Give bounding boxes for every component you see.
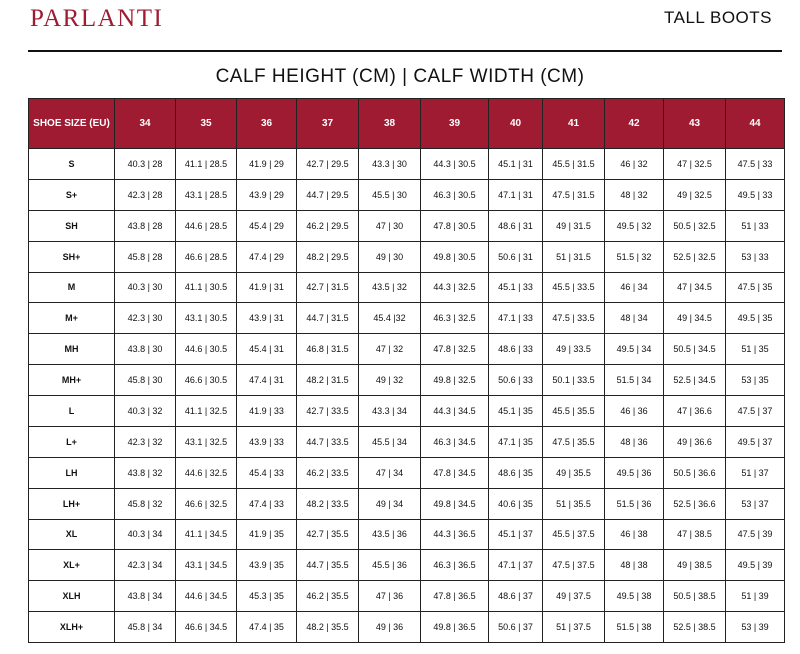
measurement-cell: 44.7 | 35.5: [297, 550, 359, 581]
measurement-cell: 46.6 | 28.5: [176, 241, 237, 272]
measurement-cell: 45.4 | 31: [237, 334, 297, 365]
calf-size-label: S+: [29, 179, 115, 210]
measurement-cell: 48 | 38: [605, 550, 664, 581]
measurement-cell: 41.9 | 35: [237, 519, 297, 550]
measurement-cell: 49.5 | 32: [605, 210, 664, 241]
measurement-cell: 43.3 | 30: [359, 149, 421, 180]
measurement-cell: 46 | 34: [605, 272, 664, 303]
measurement-cell: 49.5 | 39: [726, 550, 785, 581]
measurement-cell: 52.5 | 34.5: [664, 365, 726, 396]
table-row: [29, 519, 785, 550]
measurement-cell: 46.3 | 30.5: [421, 179, 489, 210]
measurement-cell: 46.3 | 36.5: [421, 550, 489, 581]
measurement-cell: 47.5 | 37: [726, 396, 785, 427]
measurement-cell: 49 | 34: [359, 488, 421, 519]
measurement-cell: 43.3 | 34: [359, 396, 421, 427]
measurement-cell: 46.6 | 30.5: [176, 365, 237, 396]
size-column-header: 35: [176, 99, 237, 149]
measurement-cell: 45.5 | 34: [359, 426, 421, 457]
size-column-header: 37: [297, 99, 359, 149]
size-column-header: 40: [489, 99, 543, 149]
measurement-cell: 40.3 | 32: [115, 396, 176, 427]
measurement-cell: 48.6 | 35: [489, 457, 543, 488]
measurement-cell: 40.3 | 34: [115, 519, 176, 550]
measurement-cell: 45.8 | 28: [115, 241, 176, 272]
measurement-cell: 49.8 | 30.5: [421, 241, 489, 272]
measurement-cell: 43.9 | 33: [237, 426, 297, 457]
calf-size-label: L+: [29, 426, 115, 457]
calf-size-label: MH+: [29, 365, 115, 396]
measurement-cell: 42.3 | 28: [115, 179, 176, 210]
measurement-cell: 42.7 | 33.5: [297, 396, 359, 427]
measurement-cell: 44.6 | 32.5: [176, 457, 237, 488]
measurement-cell: 47 | 32: [359, 334, 421, 365]
measurement-cell: 48.6 | 37: [489, 581, 543, 612]
measurement-cell: 49 | 36: [359, 612, 421, 643]
measurement-cell: 45.5 | 36: [359, 550, 421, 581]
table-title: CALF HEIGHT (CM) | CALF WIDTH (CM): [215, 66, 585, 87]
measurement-cell: 43.1 | 30.5: [176, 303, 237, 334]
measurement-cell: 47.8 | 30.5: [421, 210, 489, 241]
table-row: [29, 365, 785, 396]
measurement-cell: 44.3 | 36.5: [421, 519, 489, 550]
measurement-cell: 46.6 | 32.5: [176, 488, 237, 519]
measurement-cell: 46 | 36: [605, 396, 664, 427]
measurement-cell: 42.3 | 30: [115, 303, 176, 334]
measurement-cell: 45.8 | 34: [115, 612, 176, 643]
table-body: [29, 149, 785, 643]
size-column-header: 42: [605, 99, 664, 149]
measurement-cell: 51.5 | 36: [605, 488, 664, 519]
measurement-cell: 47 | 36: [359, 581, 421, 612]
table-row: [29, 396, 785, 427]
measurement-cell: 45.4 |32: [359, 303, 421, 334]
measurement-cell: 41.1 | 28.5: [176, 149, 237, 180]
measurement-cell: 43.8 | 30: [115, 334, 176, 365]
measurement-cell: 49.5 | 38: [605, 581, 664, 612]
measurement-cell: 41.1 | 30.5: [176, 272, 237, 303]
measurement-cell: 52.5 | 38.5: [664, 612, 726, 643]
calf-size-label: XL+: [29, 550, 115, 581]
calf-size-label: XL: [29, 519, 115, 550]
measurement-cell: 40.6 | 35: [489, 488, 543, 519]
measurement-cell: 44.7 | 33.5: [297, 426, 359, 457]
measurement-cell: 51.5 | 38: [605, 612, 664, 643]
measurement-cell: 45.4 | 33: [237, 457, 297, 488]
table-header-row: [29, 99, 785, 149]
measurement-cell: 45.5 | 30: [359, 179, 421, 210]
measurement-cell: 51.5 | 32: [605, 241, 664, 272]
size-column-header: 36: [237, 99, 297, 149]
measurement-cell: 42.7 | 29.5: [297, 149, 359, 180]
calf-size-label: XLH: [29, 581, 115, 612]
calf-size-label: M: [29, 272, 115, 303]
calf-size-label: MH: [29, 334, 115, 365]
measurement-cell: 47.8 | 36.5: [421, 581, 489, 612]
table-row: [29, 241, 785, 272]
measurement-cell: 48.2 | 29.5: [297, 241, 359, 272]
measurement-cell: 53 | 37: [726, 488, 785, 519]
measurement-cell: 47.5 | 33: [726, 149, 785, 180]
measurement-cell: 47.5 | 33.5: [543, 303, 605, 334]
measurement-cell: 47.5 | 37.5: [543, 550, 605, 581]
measurement-cell: 47.8 | 32.5: [421, 334, 489, 365]
measurement-cell: 45.5 | 31.5: [543, 149, 605, 180]
table-row: [29, 581, 785, 612]
document-label: TALL BOOTS: [664, 8, 772, 27]
measurement-cell: 42.7 | 35.5: [297, 519, 359, 550]
measurement-cell: 52.5 | 32.5: [664, 241, 726, 272]
measurement-cell: 47.4 | 33: [237, 488, 297, 519]
table-row: [29, 488, 785, 519]
measurement-cell: 46.6 | 34.5: [176, 612, 237, 643]
measurement-cell: 41.1 | 34.5: [176, 519, 237, 550]
measurement-cell: 49 | 36.6: [664, 426, 726, 457]
measurement-cell: 47.1 | 35: [489, 426, 543, 457]
measurement-cell: 53 | 33: [726, 241, 785, 272]
measurement-cell: 48.2 | 33.5: [297, 488, 359, 519]
measurement-cell: 47 | 36.6: [664, 396, 726, 427]
measurement-cell: 49.8 | 32.5: [421, 365, 489, 396]
measurement-cell: 48 | 36: [605, 426, 664, 457]
measurement-cell: 48.2 | 31.5: [297, 365, 359, 396]
table-row: [29, 179, 785, 210]
measurement-cell: 49 | 32: [359, 365, 421, 396]
measurement-cell: 49.5 | 34: [605, 334, 664, 365]
measurement-cell: 50.5 | 36.6: [664, 457, 726, 488]
measurement-cell: 45.1 | 31: [489, 149, 543, 180]
measurement-cell: 47.1 | 37: [489, 550, 543, 581]
measurement-cell: 49 | 35.5: [543, 457, 605, 488]
measurement-cell: 46 | 38: [605, 519, 664, 550]
measurement-cell: 50.5 | 34.5: [664, 334, 726, 365]
measurement-cell: 49 | 32.5: [664, 179, 726, 210]
measurement-cell: 50.6 | 33: [489, 365, 543, 396]
measurement-cell: 47 | 34.5: [664, 272, 726, 303]
calf-size-label: S: [29, 149, 115, 180]
measurement-cell: 47.4 | 29: [237, 241, 297, 272]
measurement-cell: 49.8 | 34.5: [421, 488, 489, 519]
header-divider: [28, 50, 782, 52]
measurement-cell: 51 | 35.5: [543, 488, 605, 519]
measurement-cell: 49 | 33.5: [543, 334, 605, 365]
measurement-cell: 49.8 | 36.5: [421, 612, 489, 643]
measurement-cell: 42.3 | 32: [115, 426, 176, 457]
measurement-cell: 47.5 | 35.5: [543, 426, 605, 457]
measurement-cell: 47 | 38.5: [664, 519, 726, 550]
measurement-cell: 45.4 | 29: [237, 210, 297, 241]
measurement-cell: 49.5 | 35: [726, 303, 785, 334]
measurement-cell: 47.1 | 33: [489, 303, 543, 334]
size-column-header: 44: [726, 99, 785, 149]
measurement-cell: 43.1 | 28.5: [176, 179, 237, 210]
measurement-cell: 50.1 | 33.5: [543, 365, 605, 396]
measurement-cell: 50.5 | 38.5: [664, 581, 726, 612]
measurement-cell: 45.5 | 33.5: [543, 272, 605, 303]
measurement-cell: 53 | 39: [726, 612, 785, 643]
table-row: [29, 612, 785, 643]
measurement-cell: 48 | 32: [605, 179, 664, 210]
measurement-cell: 46 | 32: [605, 149, 664, 180]
measurement-cell: 51 | 31.5: [543, 241, 605, 272]
measurement-cell: 42.3 | 34: [115, 550, 176, 581]
shoe-size-header: SHOE SIZE (EU): [29, 99, 115, 149]
calf-size-label: SH+: [29, 241, 115, 272]
measurement-cell: 47 | 32.5: [664, 149, 726, 180]
table-row: [29, 210, 785, 241]
measurement-cell: 44.3 | 30.5: [421, 149, 489, 180]
measurement-cell: 43.9 | 31: [237, 303, 297, 334]
measurement-cell: 45.8 | 32: [115, 488, 176, 519]
measurement-cell: 45.5 | 35.5: [543, 396, 605, 427]
measurement-cell: 47.5 | 39: [726, 519, 785, 550]
measurement-cell: 46.2 | 35.5: [297, 581, 359, 612]
measurement-cell: 47.5 | 31.5: [543, 179, 605, 210]
measurement-cell: 43.1 | 34.5: [176, 550, 237, 581]
measurement-cell: 46.2 | 33.5: [297, 457, 359, 488]
table-row: [29, 272, 785, 303]
measurement-cell: 41.9 | 31: [237, 272, 297, 303]
measurement-cell: 43.9 | 29: [237, 179, 297, 210]
measurement-cell: 53 | 35: [726, 365, 785, 396]
measurement-cell: 49 | 38.5: [664, 550, 726, 581]
measurement-cell: 45.1 | 33: [489, 272, 543, 303]
calf-size-label: L: [29, 396, 115, 427]
size-column-header: 39: [421, 99, 489, 149]
measurement-cell: 49 | 34.5: [664, 303, 726, 334]
measurement-cell: 44.7 | 29.5: [297, 179, 359, 210]
measurement-cell: 48.6 | 33: [489, 334, 543, 365]
measurement-cell: 47.4 | 31: [237, 365, 297, 396]
measurement-cell: 43.8 | 28: [115, 210, 176, 241]
measurement-cell: 46.3 | 32.5: [421, 303, 489, 334]
measurement-cell: 44.6 | 34.5: [176, 581, 237, 612]
measurement-cell: 49 | 31.5: [543, 210, 605, 241]
measurement-cell: 49.5 | 33: [726, 179, 785, 210]
calf-size-label: SH: [29, 210, 115, 241]
measurement-cell: 50.6 | 31: [489, 241, 543, 272]
measurement-cell: 51 | 33: [726, 210, 785, 241]
size-column-header: 41: [543, 99, 605, 149]
calf-size-label: LH+: [29, 488, 115, 519]
measurement-cell: 45.3 | 35: [237, 581, 297, 612]
measurement-cell: 47.1 | 31: [489, 179, 543, 210]
measurement-cell: 45.1 | 37: [489, 519, 543, 550]
measurement-cell: 45.5 | 37.5: [543, 519, 605, 550]
measurement-cell: 40.3 | 30: [115, 272, 176, 303]
measurement-cell: 43.8 | 34: [115, 581, 176, 612]
measurement-cell: 49 | 30: [359, 241, 421, 272]
size-column-header: 34: [115, 99, 176, 149]
measurement-cell: 43.9 | 35: [237, 550, 297, 581]
measurement-cell: 45.8 | 30: [115, 365, 176, 396]
measurement-cell: 41.9 | 29: [237, 149, 297, 180]
size-chart-table: [28, 98, 785, 643]
calf-size-label: M+: [29, 303, 115, 334]
measurement-cell: 51 | 35: [726, 334, 785, 365]
measurement-cell: 46.2 | 29.5: [297, 210, 359, 241]
measurement-cell: 47.4 | 35: [237, 612, 297, 643]
measurement-cell: 49.5 | 36: [605, 457, 664, 488]
measurement-cell: 51 | 37: [726, 457, 785, 488]
measurement-cell: 51.5 | 34: [605, 365, 664, 396]
measurement-cell: 47 | 30: [359, 210, 421, 241]
measurement-cell: 42.7 | 31.5: [297, 272, 359, 303]
measurement-cell: 48 | 34: [605, 303, 664, 334]
table-row: [29, 550, 785, 581]
measurement-cell: 47 | 34: [359, 457, 421, 488]
size-column-header: 43: [664, 99, 726, 149]
table-row: [29, 149, 785, 180]
calf-size-label: LH: [29, 457, 115, 488]
measurement-cell: 44.3 | 34.5: [421, 396, 489, 427]
measurement-cell: 47.5 | 35: [726, 272, 785, 303]
measurement-cell: 50.5 | 32.5: [664, 210, 726, 241]
table-row: [29, 334, 785, 365]
measurement-cell: 43.1 | 32.5: [176, 426, 237, 457]
measurement-cell: 49 | 37.5: [543, 581, 605, 612]
measurement-cell: 48.2 | 35.5: [297, 612, 359, 643]
size-column-header: 38: [359, 99, 421, 149]
brand-logo: PARLANTI: [30, 5, 164, 32]
measurement-cell: 50.6 | 37: [489, 612, 543, 643]
measurement-cell: 43.5 | 36: [359, 519, 421, 550]
measurement-cell: 46.8 | 31.5: [297, 334, 359, 365]
measurement-cell: 44.6 | 30.5: [176, 334, 237, 365]
measurement-cell: 44.3 | 32.5: [421, 272, 489, 303]
measurement-cell: 41.9 | 33: [237, 396, 297, 427]
table-row: [29, 457, 785, 488]
measurement-cell: 44.7 | 31.5: [297, 303, 359, 334]
measurement-cell: 40.3 | 28: [115, 149, 176, 180]
measurement-cell: 48.6 | 31: [489, 210, 543, 241]
measurement-cell: 52.5 | 36.6: [664, 488, 726, 519]
measurement-cell: 46.3 | 34.5: [421, 426, 489, 457]
measurement-cell: 49.5 | 37: [726, 426, 785, 457]
table-row: [29, 303, 785, 334]
measurement-cell: 43.8 | 32: [115, 457, 176, 488]
measurement-cell: 41.1 | 32.5: [176, 396, 237, 427]
table-row: [29, 426, 785, 457]
measurement-cell: 45.1 | 35: [489, 396, 543, 427]
measurement-cell: 51 | 39: [726, 581, 785, 612]
measurement-cell: 51 | 37.5: [543, 612, 605, 643]
measurement-cell: 43.5 | 32: [359, 272, 421, 303]
measurement-cell: 44.6 | 28.5: [176, 210, 237, 241]
measurement-cell: 47.8 | 34.5: [421, 457, 489, 488]
calf-size-label: XLH+: [29, 612, 115, 643]
